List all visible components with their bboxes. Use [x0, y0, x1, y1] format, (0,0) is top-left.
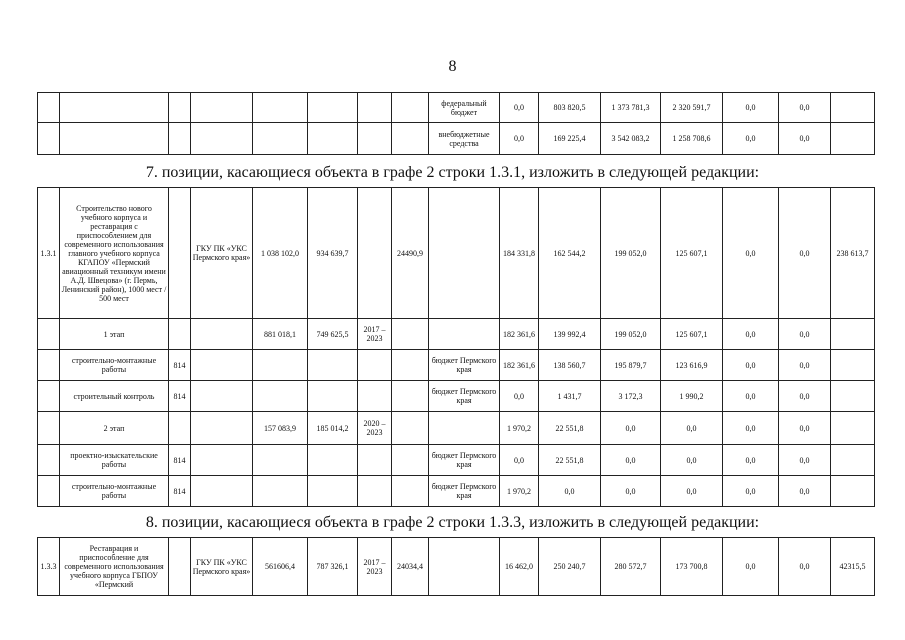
- row-number-cell: [38, 412, 60, 445]
- remaining-cost-cell: 749 625,5: [308, 319, 358, 350]
- code-cell: [169, 188, 191, 319]
- period-cell: [358, 445, 392, 476]
- remaining-cost-cell: [308, 381, 358, 412]
- year-value-cell: 0,0: [723, 538, 779, 596]
- table-row: [38, 538, 875, 596]
- value-cell: 0,0: [779, 93, 831, 123]
- year-value-cell: 0,0: [779, 319, 831, 350]
- cost-cell: [253, 445, 308, 476]
- cost-cell: 157 083,9: [253, 412, 308, 445]
- year-value-cell: 0,0: [779, 188, 831, 319]
- period-cell: [358, 476, 392, 507]
- code-cell: [169, 319, 191, 350]
- row-number-cell: [38, 445, 60, 476]
- period-cell: [358, 381, 392, 412]
- year-value-cell: 280 572,7: [601, 538, 661, 596]
- value-cell: 1 258 708,6: [661, 123, 723, 155]
- heading-item-7: 7. позиции, касающиеся объекта в графе 2 строки 1.3.1, изложить в следующей редакции:: [145, 164, 760, 181]
- object-name-cell: строительный контроль: [60, 381, 169, 412]
- empty-cell: [253, 93, 308, 123]
- year-value-cell: 0,0: [779, 476, 831, 507]
- cost-cell: 881 018,1: [253, 319, 308, 350]
- year-value-cell: 184 331,8: [500, 188, 539, 319]
- row-number-cell: [38, 319, 60, 350]
- empty-cell: [392, 123, 429, 155]
- funding-source-cell: бюджет Пермского края: [429, 445, 500, 476]
- empty-cell: [169, 93, 191, 123]
- year-value-cell: 0,0: [723, 412, 779, 445]
- year-value-cell: 0,0: [779, 538, 831, 596]
- year-value-cell: [831, 476, 875, 507]
- area-cell: [392, 381, 429, 412]
- row-number-cell: [38, 381, 60, 412]
- object-name-cell: 1 этап: [60, 319, 169, 350]
- page-number: 8: [448, 58, 457, 75]
- year-value-cell: 0,0: [661, 445, 723, 476]
- area-cell: [392, 412, 429, 445]
- period-cell: 2017 – 2023: [358, 319, 392, 350]
- year-value-cell: 42315,5: [831, 538, 875, 596]
- table-row: [38, 350, 875, 381]
- year-value-cell: 199 052,0: [601, 319, 661, 350]
- object-name-cell: проектно-изыскательские работы: [60, 445, 169, 476]
- year-value-cell: [831, 319, 875, 350]
- code-cell: 814: [169, 445, 191, 476]
- table-row: [38, 445, 875, 476]
- area-cell: [392, 319, 429, 350]
- year-value-cell: [831, 445, 875, 476]
- customer-cell: [191, 476, 253, 507]
- funding-source-cell: бюджет Пермского края: [429, 476, 500, 507]
- year-value-cell: 0,0: [723, 381, 779, 412]
- object-name-cell: строительно-монтажные работы: [60, 350, 169, 381]
- funding-source-cell: федеральный бюджет: [429, 93, 500, 123]
- empty-cell: [253, 123, 308, 155]
- year-value-cell: 0,0: [539, 476, 601, 507]
- customer-cell: [191, 445, 253, 476]
- empty-cell: [358, 93, 392, 123]
- year-value-cell: 0,0: [661, 412, 723, 445]
- funding-source-cell: [429, 319, 500, 350]
- year-value-cell: 0,0: [723, 350, 779, 381]
- remaining-cost-cell: 787 326,1: [308, 538, 358, 596]
- year-value-cell: 0,0: [601, 445, 661, 476]
- value-cell: 0,0: [500, 123, 539, 155]
- cost-cell: [253, 476, 308, 507]
- year-value-cell: 1 431,7: [539, 381, 601, 412]
- object-name-cell: 2 этап: [60, 412, 169, 445]
- year-value-cell: 22 551,8: [539, 412, 601, 445]
- object-name-cell: Строительство нового учебного корпуса и реставрация с приспособлением для современного использования главного учебного корпуса КГАПОУ «Пермский авиационный техникум имени А.Д. Швецова» (г. Пермь, Ленинский район), 1000 мест / 500 мест: [60, 188, 169, 319]
- value-cell: 0,0: [723, 93, 779, 123]
- period-cell: 2017 – 2023: [358, 538, 392, 596]
- remaining-cost-cell: [308, 350, 358, 381]
- code-cell: [169, 538, 191, 596]
- table-row: [38, 93, 875, 123]
- period-cell: [358, 350, 392, 381]
- year-value-cell: 1 970,2: [500, 476, 539, 507]
- value-cell: [831, 93, 875, 123]
- customer-cell: [191, 350, 253, 381]
- year-value-cell: 0,0: [723, 476, 779, 507]
- area-cell: 24490,9: [392, 188, 429, 319]
- year-value-cell: 0,0: [779, 381, 831, 412]
- year-value-cell: 182 361,6: [500, 319, 539, 350]
- value-cell: [831, 123, 875, 155]
- row-number-cell: [38, 476, 60, 507]
- continuation-table: [37, 92, 875, 155]
- year-value-cell: 0,0: [661, 476, 723, 507]
- cost-cell: [253, 350, 308, 381]
- year-value-cell: 123 616,9: [661, 350, 723, 381]
- year-value-cell: 195 879,7: [601, 350, 661, 381]
- year-value-cell: 139 992,4: [539, 319, 601, 350]
- heading-item-8: 8. позиции, касающиеся объекта в графе 2 строки 1.3.3, изложить в следующей редакции:: [145, 514, 760, 531]
- cost-cell: 561606,4: [253, 538, 308, 596]
- period-cell: 2020 – 2023: [358, 412, 392, 445]
- row-number-cell: 1.3.3: [38, 538, 60, 596]
- customer-cell: ГКУ ПК «УКС Пермского края»: [191, 188, 253, 319]
- object-name-cell: строительно-монтажные работы: [60, 476, 169, 507]
- remaining-cost-cell: 934 639,7: [308, 188, 358, 319]
- year-value-cell: 0,0: [601, 412, 661, 445]
- year-value-cell: 0,0: [779, 445, 831, 476]
- year-value-cell: 1 990,2: [661, 381, 723, 412]
- year-value-cell: 138 560,7: [539, 350, 601, 381]
- empty-cell: [169, 123, 191, 155]
- customer-cell: [191, 412, 253, 445]
- area-cell: 24034,4: [392, 538, 429, 596]
- year-value-cell: 0,0: [779, 350, 831, 381]
- empty-cell: [392, 93, 429, 123]
- table-row: [38, 381, 875, 412]
- year-value-cell: 173 700,8: [661, 538, 723, 596]
- year-value-cell: [831, 350, 875, 381]
- value-cell: 1 373 781,3: [601, 93, 661, 123]
- cost-cell: 1 038 102,0: [253, 188, 308, 319]
- table-row: [38, 123, 875, 155]
- value-cell: 0,0: [779, 123, 831, 155]
- empty-cell: [38, 93, 60, 123]
- empty-cell: [38, 123, 60, 155]
- year-value-cell: 250 240,7: [539, 538, 601, 596]
- funding-source-cell: [429, 188, 500, 319]
- year-value-cell: 3 172,3: [601, 381, 661, 412]
- year-value-cell: 16 462,0: [500, 538, 539, 596]
- value-cell: 0,0: [500, 93, 539, 123]
- customer-cell: ГКУ ПК «УКС Пермского края»: [191, 538, 253, 596]
- year-value-cell: 238 613,7: [831, 188, 875, 319]
- empty-cell: [308, 123, 358, 155]
- code-cell: 814: [169, 476, 191, 507]
- table-row: [38, 319, 875, 350]
- value-cell: 2 320 591,7: [661, 93, 723, 123]
- year-value-cell: 0,0: [500, 381, 539, 412]
- year-value-cell: 125 607,1: [661, 188, 723, 319]
- row-number-cell: 1.3.1: [38, 188, 60, 319]
- year-value-cell: 199 052,0: [601, 188, 661, 319]
- row-number-cell: [38, 350, 60, 381]
- code-cell: 814: [169, 381, 191, 412]
- empty-cell: [60, 93, 169, 123]
- year-value-cell: 1 970,2: [500, 412, 539, 445]
- object-name-cell: Реставрация и приспособление для современного использования учебного корпуса ГБПОУ «Пермский: [60, 538, 169, 596]
- customer-cell: [191, 381, 253, 412]
- year-value-cell: [831, 412, 875, 445]
- empty-cell: [191, 123, 253, 155]
- table-row: [38, 412, 875, 445]
- remaining-cost-cell: [308, 476, 358, 507]
- year-value-cell: 0,0: [601, 476, 661, 507]
- value-cell: 169 225,4: [539, 123, 601, 155]
- year-value-cell: 22 551,8: [539, 445, 601, 476]
- year-value-cell: 0,0: [779, 412, 831, 445]
- year-value-cell: 0,0: [500, 445, 539, 476]
- period-cell: [358, 188, 392, 319]
- empty-cell: [60, 123, 169, 155]
- funding-source-cell: внебюджетные средства: [429, 123, 500, 155]
- funding-source-cell: [429, 412, 500, 445]
- funding-source-cell: бюджет Пермского края: [429, 350, 500, 381]
- value-cell: 803 820,5: [539, 93, 601, 123]
- table-row: [38, 476, 875, 507]
- year-value-cell: [831, 381, 875, 412]
- code-cell: 814: [169, 350, 191, 381]
- value-cell: 0,0: [723, 123, 779, 155]
- code-cell: [169, 412, 191, 445]
- year-value-cell: 182 361,6: [500, 350, 539, 381]
- remaining-cost-cell: 185 014,2: [308, 412, 358, 445]
- year-value-cell: 162 544,2: [539, 188, 601, 319]
- year-value-cell: 125 607,1: [661, 319, 723, 350]
- empty-cell: [358, 123, 392, 155]
- funding-source-cell: бюджет Пермского края: [429, 381, 500, 412]
- value-cell: 3 542 083,2: [601, 123, 661, 155]
- cost-cell: [253, 381, 308, 412]
- year-value-cell: 0,0: [723, 445, 779, 476]
- funding-source-cell: [429, 538, 500, 596]
- year-value-cell: 0,0: [723, 188, 779, 319]
- empty-cell: [191, 93, 253, 123]
- table-row: [38, 188, 875, 319]
- year-value-cell: 0,0: [723, 319, 779, 350]
- table-row-1-3-1: [37, 187, 875, 507]
- remaining-cost-cell: [308, 445, 358, 476]
- area-cell: [392, 445, 429, 476]
- customer-cell: [191, 319, 253, 350]
- table-row-1-3-3: [37, 537, 875, 596]
- empty-cell: [308, 93, 358, 123]
- area-cell: [392, 476, 429, 507]
- area-cell: [392, 350, 429, 381]
